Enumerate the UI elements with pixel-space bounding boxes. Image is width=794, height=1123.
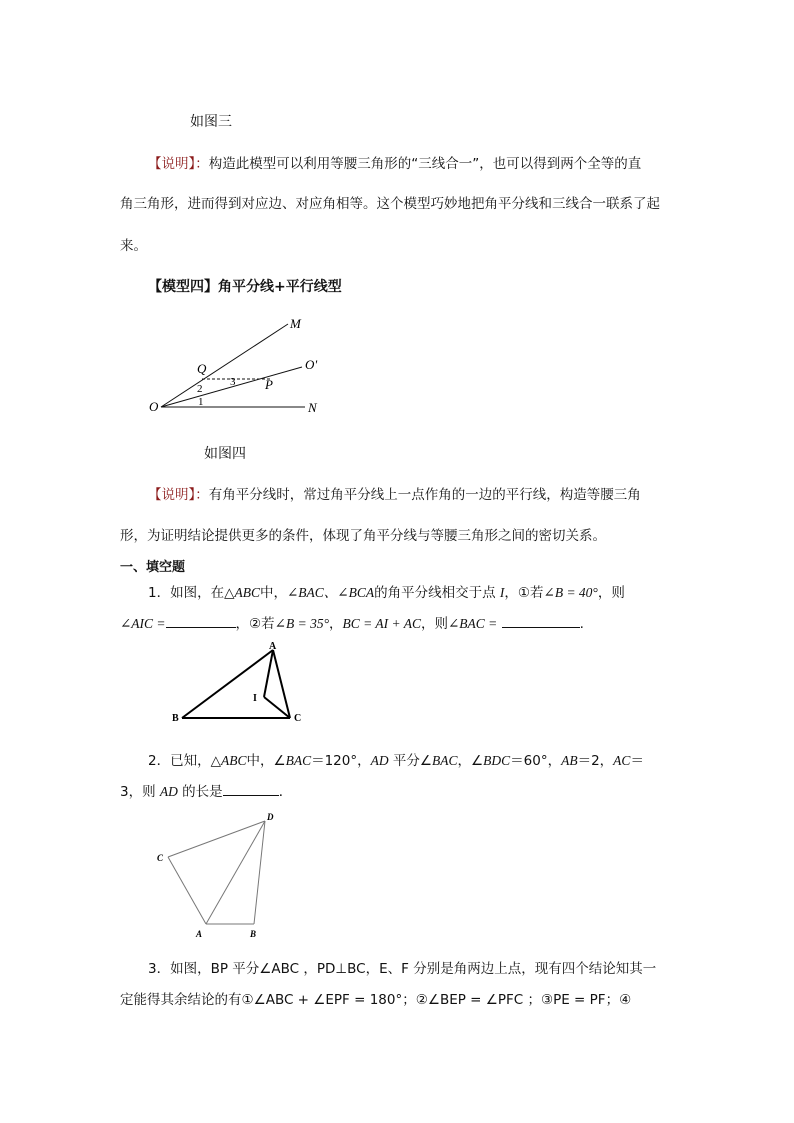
segment-ai [264,650,273,697]
label-c: C [157,853,164,863]
q2-var: AD [159,784,178,799]
q1-text: ，则 [420,616,448,632]
note-1-label: 【说明】： [148,156,209,172]
q1-text: ， [328,616,343,632]
q2-text: ＝120°， [311,753,371,769]
q1-point: I [499,585,505,600]
label-o: O [149,399,159,414]
label-c: C [294,713,302,724]
q2-var: AB [561,753,578,768]
q1-text: . [579,616,584,632]
q1-text: 中， [259,585,287,601]
note-2-line-1 [148,483,641,503]
side-ac [273,650,290,718]
q2-var: AD [370,753,389,768]
q1-answer-blank-2[interactable] [502,615,580,628]
q1-line-1 [148,581,625,601]
side-cd [168,821,265,857]
label-q: Q [197,361,207,376]
q1-condition-3: BC = AI + AC [342,616,421,631]
figure-4-caption: 如图四 [204,446,246,462]
note-1-line-2: 角三角形，进而得到对应边、对应角相等。这个模型巧妙地把角平分线和三线合一联系了起 [120,196,660,212]
label-b: B [172,713,179,724]
q1-condition-2: ∠B = 35° [274,616,329,631]
q2-text: 的长是 [177,784,223,800]
q2-var: BDC [483,753,511,768]
label-a: A [196,929,203,939]
side-ba [182,650,273,718]
section-title: 一、填空题 [120,560,186,575]
angle-label-3: 3 [230,376,236,388]
q2-text: 3，则 [120,784,160,800]
q2-text: ． [278,784,293,800]
figure-4-diagram [140,312,340,422]
q1-text: 1．如图，在 [148,585,225,601]
q1-text: ，则 [597,585,625,601]
label-m: M [290,316,301,331]
label-n: N [308,400,317,415]
q2-var: BAC [285,753,312,768]
q2-text: ＝2， [577,753,614,769]
q1-text: ，②若 [235,616,275,632]
angle-label-2: 2 [197,383,203,395]
label-p: P [265,377,273,392]
q1-figure [160,640,310,728]
q1-angle-bac: ∠BAC = [447,616,498,631]
note-2-label: 【说明】： [148,487,209,503]
q2-text: ，∠ [457,753,484,769]
label-i: I [253,693,257,704]
q1-line-2 [120,612,584,632]
side-ca [168,857,206,924]
q1-text: ，①若 [504,585,544,601]
q1-triangle: △ABC [224,585,260,600]
q1-text: 的角平分线相交于点 [374,585,496,601]
q1-answer-blank-1[interactable] [166,615,236,628]
q2-var: BAC [432,753,458,768]
note-2-text-1: 有角平分线时，常过角平分线上一点作角的一边的平行线，构造等腰三角 [208,487,641,503]
ray-om [161,324,288,407]
q2-var: ABC [220,753,247,768]
q1-angle-aic: ∠AIC = [120,616,166,631]
q2-figure [150,810,280,940]
angle-label-1: 1 [198,396,204,408]
q1-angles: ∠BAC、∠BCA [286,585,375,600]
q2-line-2 [120,780,292,800]
q3-line-1: 3．如图，BP 平分∠ABC ，PD⊥BC，E、F 分别是角两边上点，现有四个结论知其一 [148,961,657,977]
model-4-title: 【模型四】角平分线+平行线型 [148,279,342,295]
note-1-text-1: 构造此模型可以利用等腰三角形的“三线合一”，也可以得到两个全等的直 [208,156,642,172]
label-o-prime: O' [305,357,318,372]
figure-3-caption: 如图三 [190,114,232,130]
note-1-line-3: 来。 [120,238,147,254]
q3-line-2: 定能得其余结论的有①∠ABC + ∠EPF = 180°；②∠BEP = ∠PFC ；③PE = PF；④ [120,992,632,1008]
label-d: D [267,812,274,822]
q2-var: AC [613,753,631,768]
note-2-line-2: 形，为证明结论提供更多的条件，体现了角平分线与等腰三角形之间的密切关系。 [120,528,606,544]
q2-text: ＝ [630,753,644,769]
label-b: B [250,929,257,939]
q2-answer-blank[interactable] [223,783,279,796]
note-1-line-1 [148,152,641,172]
q1-condition-1: ∠B = 40° [543,585,598,600]
label-a: A [269,641,277,652]
q2-text: ＝60°， [510,753,562,769]
q2-text: 2．已知，△ [148,753,221,769]
q2-text: 平分∠ [388,753,433,769]
q2-text: 中，∠ [246,753,286,769]
q2-line-1 [148,749,644,769]
